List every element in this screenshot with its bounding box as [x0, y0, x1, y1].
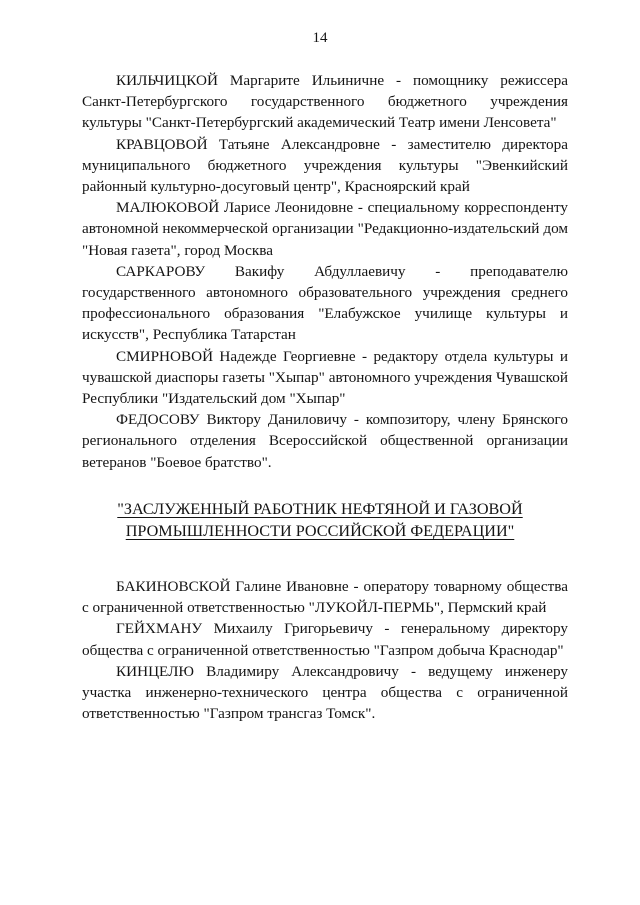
- recipient-paragraph-smirnova: СМИРНОВОЙ Надежде Георгиевне - редактору отдела культуры и чувашской диаспоры газеты "Хыпар" автономного учреждения Чувашской Республики "Издательский дом "Хыпар": [82, 347, 568, 408]
- recipient-paragraph-fedosov: ФЕДОСОВУ Виктору Даниловичу - композитору, члену Брянского регионального отделения Всероссийской общественной организации ветеранов "Боевое братство".: [82, 411, 568, 471]
- recipient-paragraph-kilchitskaya: КИЛЬЧИЦКОЙ Маргарите Ильиничне - помощнику режиссера Санкт-Петербургского государственного бюджетного учреждения культуры "Санкт-Петербургский академический Театр имени Ленсовета": [82, 72, 568, 132]
- recipient-paragraph-malyukova: МАЛЮКОВОЙ Ларисе Леонидовне - специальному корреспонденту автономной некоммерческой организации "Редакционно-издательский дом "Новая газета", город Москва: [82, 199, 568, 259]
- award-title-line-1: "ЗАСЛУЖЕННЫЙ РАБОТНИК НЕФТЯНОЙ И ГАЗОВОЙ: [117, 500, 523, 518]
- award-title-heading: [70, 498, 570, 542]
- recipient-paragraph-kintsel: КИНЦЕЛЮ Владимиру Александровичу - ведущему инженеру участка инженерно-технического центра общества с ограниченной ответственностью "Газпром трансгаз Томск".: [82, 662, 568, 723]
- award-recipients-list-oil-gas: [82, 576, 568, 724]
- award-recipients-list-culture: [82, 70, 568, 473]
- page-number: 14: [312, 30, 328, 46]
- recipient-paragraph-kravtsova: КРАВЦОВОЙ Татьяне Александровне - заместителю директора муниципального бюджетного учреждения культуры "Эвенкийский районный культурно-досуговый центр", Красноярский край: [82, 135, 568, 196]
- award-title-line-2: ПРОМЫШЛЕННОСТИ РОССИЙСКОЙ ФЕДЕРАЦИИ": [125, 522, 515, 540]
- recipient-paragraph-bakinovskaya: БАКИНОВСКОЙ Галине Ивановне - оператору товарному общества с ограниченной ответственностью "ЛУКОЙЛ-ПЕРМЬ", Пермский край: [82, 578, 568, 617]
- recipient-paragraph-geikhman: ГЕЙХМАНУ Михаилу Григорьевичу - генеральному директору общества с ограниченной ответственностью "Газпром добыча Краснодар": [82, 620, 568, 659]
- recipient-paragraph-sarkarov: САРКАРОВУ Вакифу Абдуллаевичу - преподавателю государственного автономного образовательного учреждения среднего профессионального образования "Елабужское училище культуры и искусств", Республика Татарстан: [82, 262, 568, 344]
